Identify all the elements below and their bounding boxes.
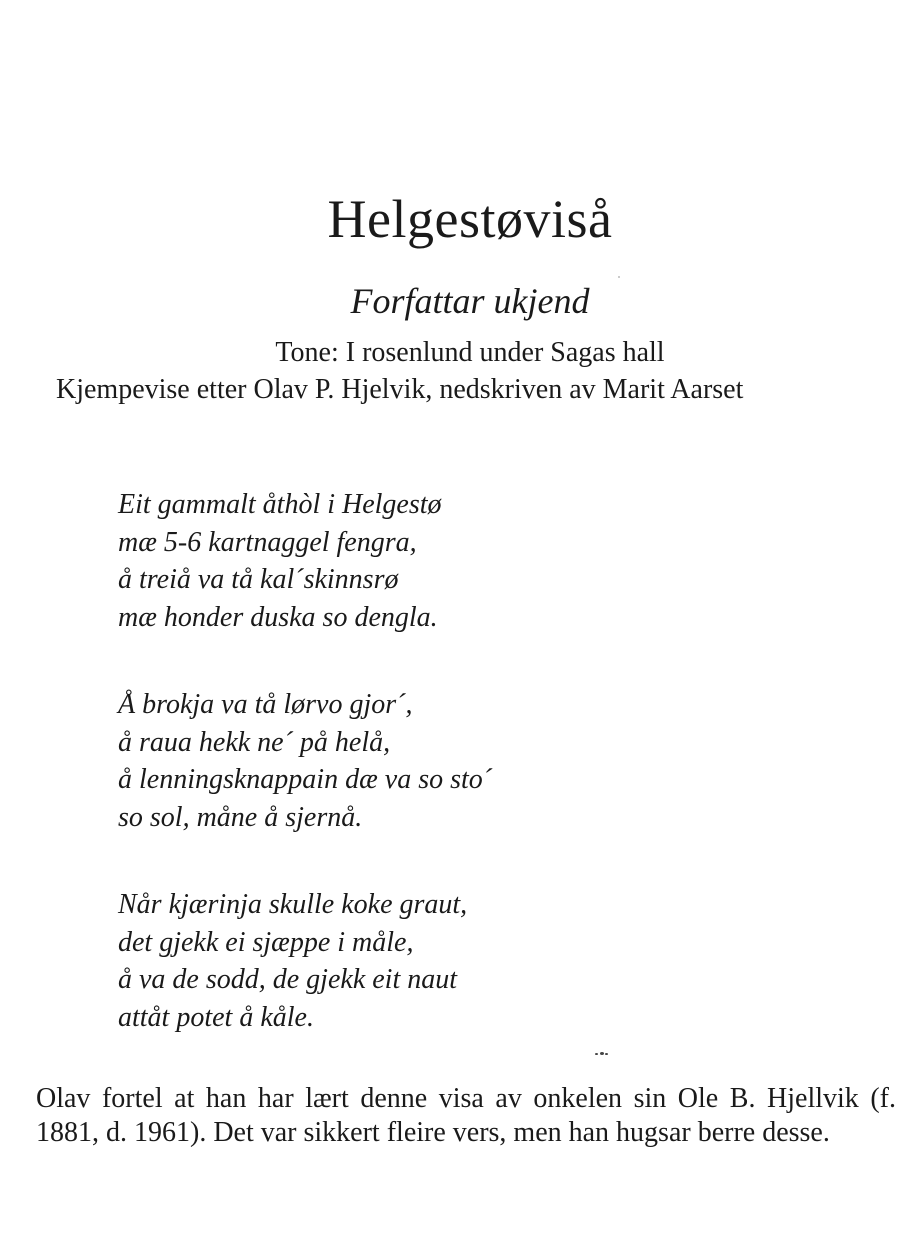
tone-line: Tone: I rosenlund under Sagas hall [275,337,665,368]
stanza [118,486,818,636]
verse-line: mæ honder duska so dengla. [118,601,438,633]
verse-line: so sol, måne å sjernå. [118,801,363,833]
verse-line: Eit gammalt åthòl i Helgestø [118,489,442,520]
author-line: Forfattar ukjend [350,281,590,321]
verse-line: Når kjærinja skulle koke graut, [118,889,468,920]
stanza [118,686,818,836]
verses [118,486,818,1086]
verse-line: det gjekk ei sjæppe i måle, [118,926,414,958]
stanza [118,886,818,1036]
source-line: Kjempevise etter Olav P. Hjelvik, nedskriven av Marit Aarset [56,374,744,405]
verse-line: å treiå va tå kal´skinnsrø [118,564,399,595]
verse-line: attåt potet å kåle. [118,1001,314,1033]
scan-speck [618,276,620,278]
verse-line: å lenningsknappain dæ va so sto´ [118,764,493,795]
verse-line: å va de sodd, de gjekk eit naut [118,964,458,995]
verse-line: mæ 5-6 kartnaggel fengra, [118,526,417,558]
scan-speck [595,1052,609,1056]
verse-line: Å brokja va tå lørvo gjor´, [118,689,413,720]
note-paragraph: Olav fortel at han har lært denne visa av onkelen sin Ole B. Hjellvik (f. 1881, d. 1961). Det var sikkert fleire vers, men han hugsar berre desse. [36,1083,896,1148]
verse-line: å raua hekk ne´ på helå, [118,726,391,758]
song-title: Helgestøviså [327,189,613,249]
